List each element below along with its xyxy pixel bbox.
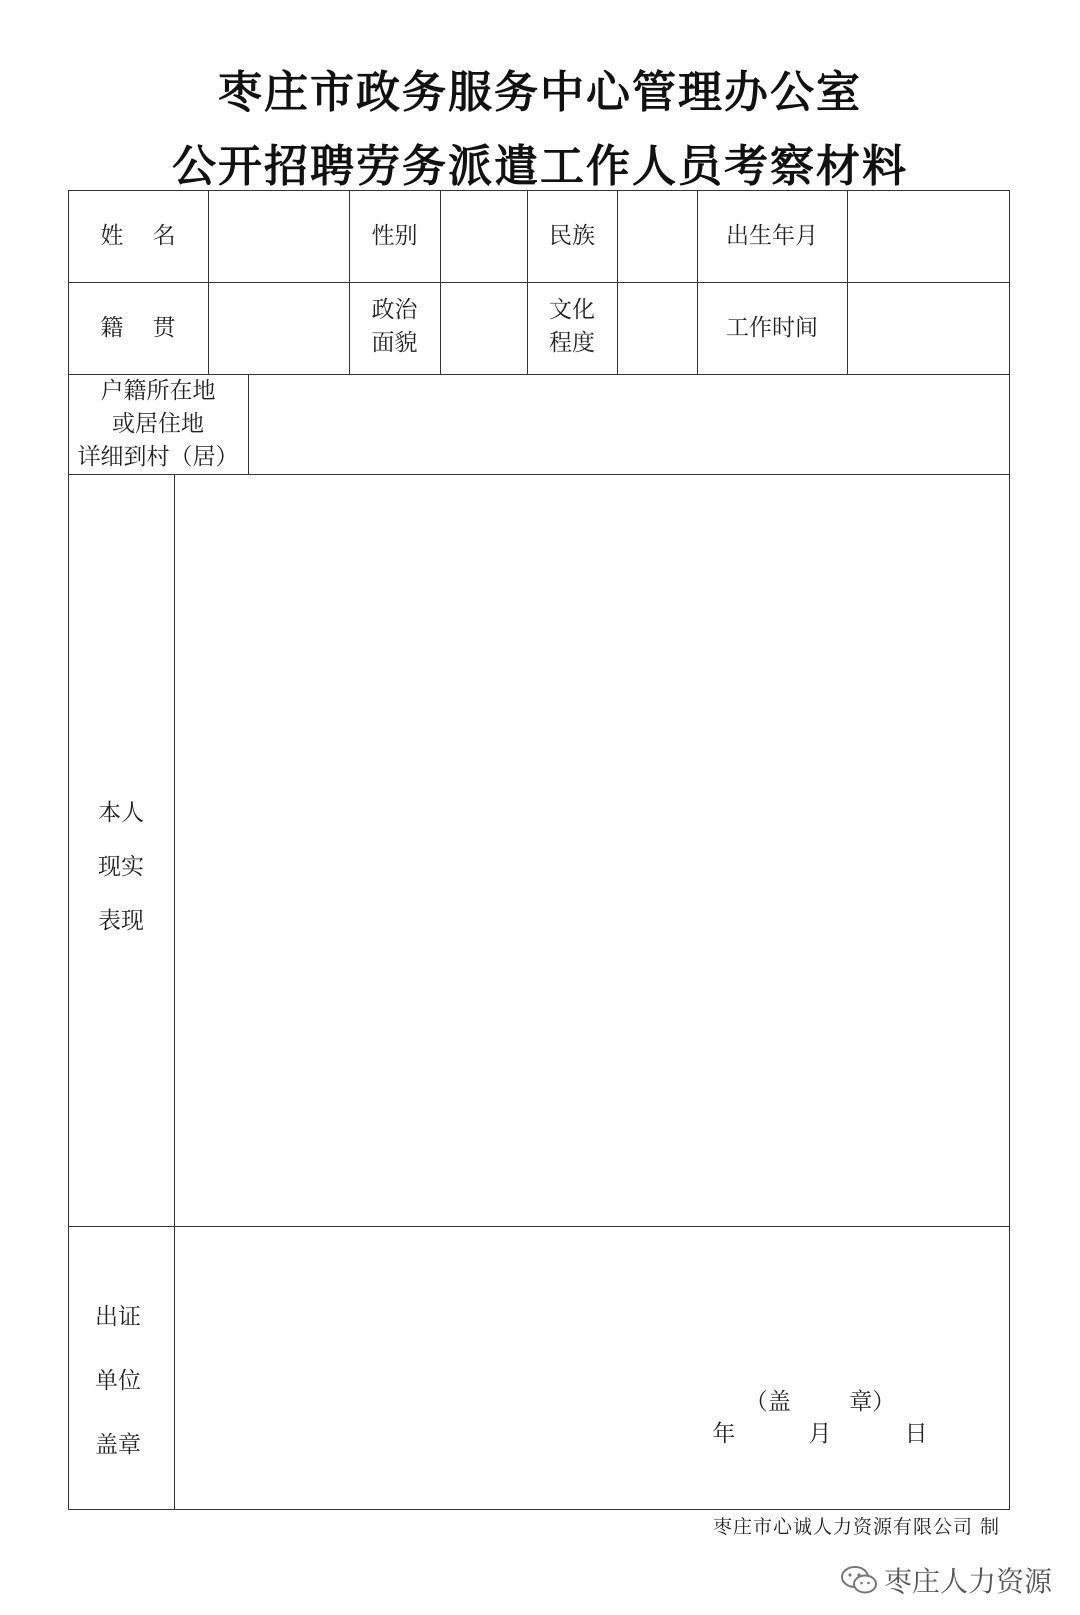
row-divider-1 xyxy=(68,282,1010,283)
certifier-label-line-2: 单位 xyxy=(95,1368,141,1394)
performance-label-line-2: 现实 xyxy=(98,854,144,880)
watermark xyxy=(840,1560,1052,1600)
col-divider xyxy=(617,190,618,374)
row-divider-3 xyxy=(68,474,1010,475)
residence-label-line-1: 户籍所在地 xyxy=(100,378,216,404)
certifier-label-line-3: 盖章 xyxy=(95,1432,141,1458)
education-label-line-2: 程度 xyxy=(549,330,595,356)
certifier-label-line-1: 出证 xyxy=(95,1304,141,1330)
origin-label: 籍 贯 xyxy=(100,315,176,341)
title-line-2: 公开招聘劳务派遣工作人员考察材料 xyxy=(172,141,908,192)
ethnicity-label: 民族 xyxy=(549,223,595,249)
birth-label: 出生年月 xyxy=(726,223,818,249)
name-label: 姓 名 xyxy=(100,223,176,249)
political-label xyxy=(349,294,440,360)
wechat-icon xyxy=(840,1565,878,1595)
performance-label-line-1: 本人 xyxy=(98,800,144,826)
work-time-label: 工作时间 xyxy=(726,315,818,341)
footer-issuer: 枣庄市心诚人力资源有限公司 制 xyxy=(712,1516,1000,1538)
watermark-text: 枣庄人力资源 xyxy=(884,1565,1053,1598)
certifier-label xyxy=(68,1285,168,1477)
residence-label-line-3: 详细到村（居） xyxy=(77,444,239,470)
col-divider xyxy=(440,190,441,374)
date-text: 年 月 日 xyxy=(712,1421,928,1447)
residence-label xyxy=(68,375,248,474)
performance-label xyxy=(68,786,174,948)
gender-label: 性别 xyxy=(371,223,418,249)
col-divider xyxy=(208,190,209,374)
political-label-line-2: 面貌 xyxy=(371,330,418,356)
col-divider xyxy=(847,190,848,374)
title-line-1: 枣庄市政务服务中心管理办公室 xyxy=(218,67,862,118)
education-label-line-1: 文化 xyxy=(549,297,595,323)
col-divider xyxy=(174,474,175,1510)
performance-label-line-3: 表现 xyxy=(98,908,144,934)
residence-label-line-2: 或居住地 xyxy=(112,411,204,437)
row-divider-4 xyxy=(68,1226,1010,1227)
education-label xyxy=(527,294,617,360)
seal-text: （盖 章） xyxy=(744,1389,896,1415)
col-divider xyxy=(248,374,249,474)
col-divider xyxy=(697,190,698,374)
political-label-line-1: 政治 xyxy=(371,297,418,323)
